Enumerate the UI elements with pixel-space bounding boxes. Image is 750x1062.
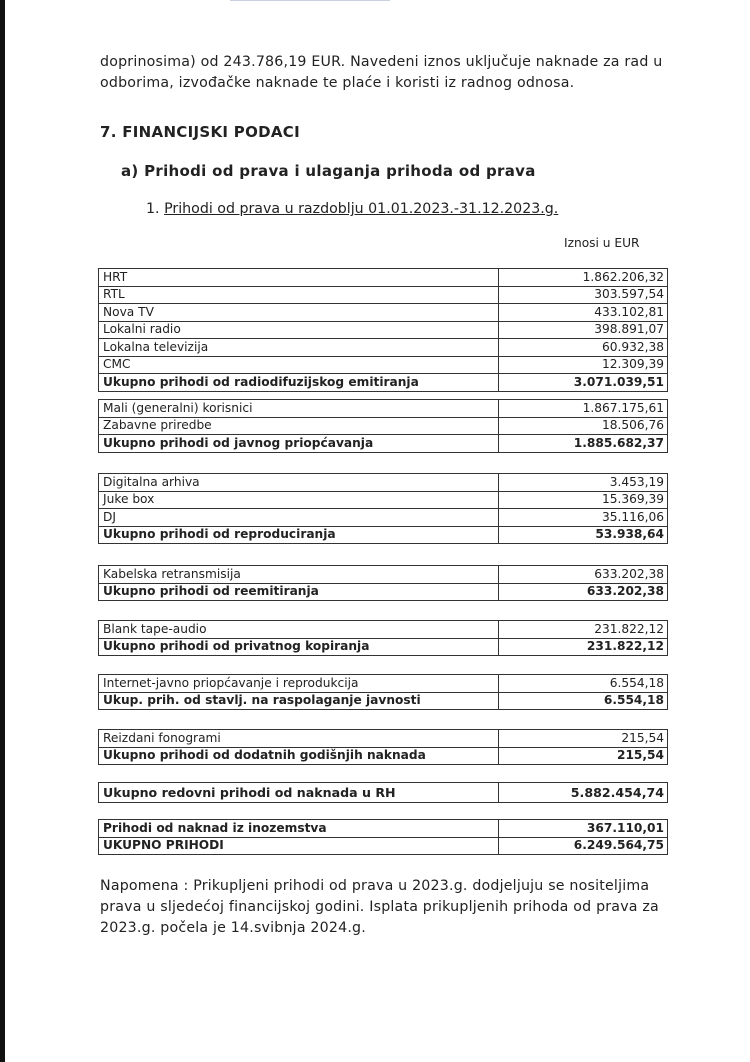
- subtotal-row: [99, 583, 668, 601]
- row-label: Kabelska retransmisija: [99, 566, 499, 584]
- subtotal-amount: 215,54: [499, 747, 668, 765]
- table-row: [99, 400, 668, 418]
- grand-total-label: UKUPNO PRIHODI: [99, 837, 499, 855]
- row-amount: 367.110,01: [499, 820, 668, 838]
- row-amount: 231.822,12: [499, 621, 668, 639]
- revenue-table-broadcasting: [98, 268, 668, 392]
- row-label: Zabavne priredbe: [99, 417, 499, 435]
- table-row: [99, 566, 668, 584]
- row-amount: 3.453,19: [499, 474, 668, 492]
- row-label: Lokalna televizija: [99, 339, 499, 357]
- subtotal-row: [99, 526, 668, 544]
- table-row: [99, 321, 668, 339]
- row-label: Internet-javno priopćavanje i reprodukcija: [99, 675, 499, 693]
- row-label: Digitalna arhiva: [99, 474, 499, 492]
- subtotal-amount: 6.554,18: [499, 692, 668, 710]
- intro-paragraph: doprinosima) od 243.786,19 EUR. Navedeni iznos uključuje naknade za rad u odborima, izvođačke naknade te plaće i koristi iz radnog odnosa.: [100, 54, 663, 91]
- list-number: 1.: [146, 201, 160, 217]
- table-row: [99, 730, 668, 748]
- subtotal-amount: 3.071.039,51: [499, 374, 668, 392]
- subtotal-row: [99, 692, 668, 710]
- grand-total-row: [99, 837, 668, 855]
- subtotal-label: Ukupno prihodi od javnog priopćavanja: [99, 435, 499, 453]
- subtotal-label: Ukupno prihodi od reproduciranja: [99, 526, 499, 544]
- revenue-table-retransmission: [98, 565, 668, 601]
- row-amount: 215,54: [499, 730, 668, 748]
- table-row: [99, 339, 668, 357]
- row-amount: 18.506,76: [499, 417, 668, 435]
- revenue-table-additional-fees: [98, 729, 668, 765]
- revenue-table-private-copying: [98, 620, 668, 656]
- table-row: [99, 286, 668, 304]
- row-amount: 398.891,07: [499, 321, 668, 339]
- note-paragraph: Napomena : Prikupljeni prihodi od prava u 2023.g. dodjeljuju se nositeljima prava u sljedećoj financijskoj godini. Isplata prikupljenih prihoda od prava za 2023.g. počela je 14.svibnja 2024.g.: [100, 878, 659, 936]
- row-amount: 1.867.175,61: [499, 400, 668, 418]
- list-title: Prihodi od prava u razdoblju 01.01.2023.-31.12.2023.g.: [164, 201, 559, 217]
- table-row: [99, 304, 668, 322]
- row-label: Reizdani fonogrami: [99, 730, 499, 748]
- total-row: [99, 783, 668, 803]
- row-label: Prihodi od naknad iz inozemstva: [99, 820, 499, 838]
- revenue-table-making-available: [98, 674, 668, 710]
- row-label: CMC: [99, 356, 499, 374]
- row-label: Lokalni radio: [99, 321, 499, 339]
- header-rule: [230, 0, 390, 1]
- subtotal-amount: 231.822,12: [499, 638, 668, 656]
- subtotal-label: Ukupno prihodi od radiodifuzijskog emitiranja: [99, 374, 499, 392]
- row-amount: 60.932,38: [499, 339, 668, 357]
- row-amount: 303.597,54: [499, 286, 668, 304]
- table-row: [99, 269, 668, 287]
- table-row: [99, 491, 668, 509]
- foreign-revenue-row: [99, 820, 668, 838]
- subsection-title: a) Prihodi od prava i ulaganja prihoda od prava: [121, 162, 536, 180]
- row-label: Blank tape-audio: [99, 621, 499, 639]
- subtotal-row: [99, 638, 668, 656]
- revenue-table-reproduction: [98, 473, 668, 544]
- scan-edge: [0, 0, 5, 1062]
- revenue-table-domestic-total: [98, 782, 668, 803]
- section-title: 7. FINANCIJSKI PODACI: [100, 123, 300, 141]
- subtotal-label: Ukup. prih. od stavlj. na raspolaganje javnosti: [99, 692, 499, 710]
- revenue-table-public-communication: [98, 399, 668, 453]
- row-amount: 12.309,39: [499, 356, 668, 374]
- row-amount: 1.862.206,32: [499, 269, 668, 287]
- grand-total-amount: 6.249.564,75: [499, 837, 668, 855]
- table-row: [99, 356, 668, 374]
- table-row: [99, 474, 668, 492]
- currency-note: Iznosi u EUR: [564, 236, 640, 250]
- row-label: HRT: [99, 269, 499, 287]
- row-amount: 633.202,38: [499, 566, 668, 584]
- subtotal-label: Ukupno prihodi od privatnog kopiranja: [99, 638, 499, 656]
- row-amount: 15.369,39: [499, 491, 668, 509]
- table-row: [99, 675, 668, 693]
- row-label: RTL: [99, 286, 499, 304]
- subtotal-label: Ukupno prihodi od reemitiranja: [99, 583, 499, 601]
- row-label: DJ: [99, 509, 499, 527]
- total-label: Ukupno redovni prihodi od naknada u RH: [99, 783, 499, 803]
- row-amount: 433.102,81: [499, 304, 668, 322]
- row-amount: 35.116,06: [499, 509, 668, 527]
- subtotal-amount: 1.885.682,37: [499, 435, 668, 453]
- row-label: Nova TV: [99, 304, 499, 322]
- subtotal-amount: 53.938,64: [499, 526, 668, 544]
- row-label: Mali (generalni) korisnici: [99, 400, 499, 418]
- subtotal-row: [99, 374, 668, 392]
- revenue-table-grand-total: [98, 819, 668, 855]
- table-row: [99, 509, 668, 527]
- table-row: [99, 417, 668, 435]
- subtotal-amount: 633.202,38: [499, 583, 668, 601]
- subtotal-row: [99, 747, 668, 765]
- total-amount: 5.882.454,74: [499, 783, 668, 803]
- subtotal-row: [99, 435, 668, 453]
- row-label: Juke box: [99, 491, 499, 509]
- row-amount: 6.554,18: [499, 675, 668, 693]
- list-heading: [146, 201, 558, 217]
- table-row: [99, 621, 668, 639]
- subtotal-label: Ukupno prihodi od dodatnih godišnjih naknada: [99, 747, 499, 765]
